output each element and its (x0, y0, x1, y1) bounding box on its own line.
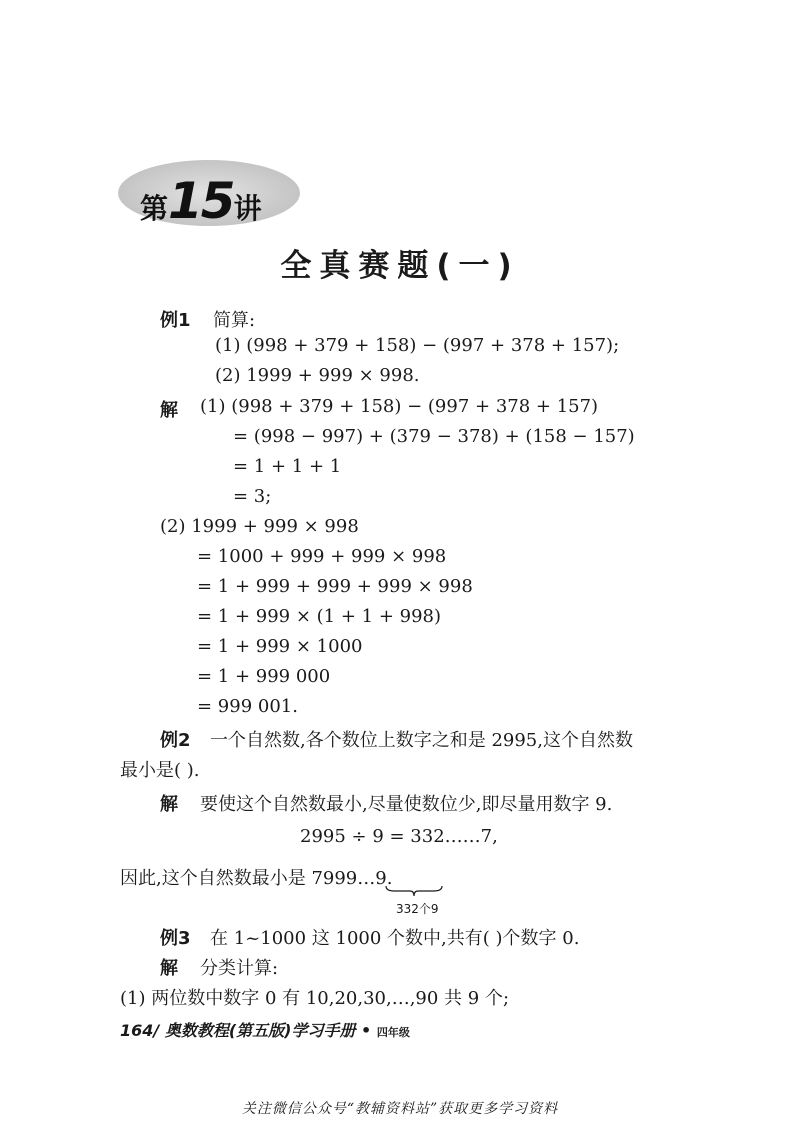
lecture-suffix: 讲 (233, 192, 262, 225)
solution1-part2-line: = 1000 + 999 + 999 × 998 (197, 546, 447, 567)
page-title: 全真赛题(一) (280, 248, 520, 284)
solution1-part2-line: = 1 + 999 × 1000 (197, 636, 363, 657)
solution1-part2-line: = 1 + 999 + 999 + 999 × 998 (197, 576, 473, 597)
solution2-equation: 2995 ÷ 9 = 332……7, (300, 826, 498, 847)
underbrace-icon (384, 884, 444, 898)
grade-label: 四年级 (376, 1026, 410, 1039)
example3-text: 在 1~1000 这 1000 个数中,共有( )个数字 0. (210, 928, 580, 949)
example2-text-line2: 最小是( ). (120, 760, 200, 781)
example2-label: 例2 (160, 730, 191, 751)
solution1-part2-line: = 1 + 999 000 (197, 666, 331, 687)
page-footer (120, 1018, 410, 1041)
example2-text-line1: 一个自然数,各个数位上数字之和是 2995,这个自然数 (210, 730, 633, 751)
solution1-part1-line: = (998 − 997) + (379 − 378) + (158 − 157) (233, 426, 635, 447)
brace-note: 332个9 (396, 902, 439, 916)
solution3-text: 分类计算: (200, 958, 279, 979)
solution3-label: 解 (160, 958, 178, 979)
book-title: / 奥数教程(第五版)学习手册 • (153, 1021, 372, 1040)
lecture-number: 15 (168, 172, 234, 230)
lecture-badge (140, 172, 262, 230)
solution2-label: 解 (160, 794, 178, 815)
example3-label: 例3 (160, 928, 191, 949)
solution1-part2-line: (2) 1999 + 999 × 998 (160, 516, 359, 537)
solution1-part1-line: (1) (998 + 379 + 158) − (997 + 378 + 157) (200, 396, 599, 417)
solution2-conclusion-prefix: 因此,这个自然数最小是 (120, 868, 312, 889)
lecture-prefix: 第 (140, 192, 169, 225)
solution2-answer: 7999…9 (311, 868, 387, 889)
footnote: 关注微信公众号“教辅资料站”获取更多学习资料 (241, 1101, 559, 1117)
example1-question1: (1) (998 + 379 + 158) − (997 + 378 + 157); (215, 335, 620, 356)
solution1-part2-line: = 1 + 999 × (1 + 1 + 998) (197, 606, 442, 627)
page-number: 164 (120, 1021, 154, 1040)
solution1-part1-line: = 3; (233, 486, 272, 507)
solution2-conclusion (120, 864, 392, 890)
solution1-label: 解 (160, 400, 178, 421)
example1-prompt: 简算: (213, 310, 256, 331)
solution1-part1-line: = 1 + 1 + 1 (233, 456, 342, 477)
example1-label: 例1 (160, 310, 191, 331)
solution1-part2-line: = 999 001. (197, 696, 298, 717)
example1-question2: (2) 1999 + 999 × 998. (215, 365, 420, 386)
solution3-line1: (1) 两位数中数字 0 有 10,20,30,…,90 共 9 个; (120, 988, 510, 1009)
solution2-text: 要使这个自然数最小,尽量使数位少,即尽量用数字 9. (200, 794, 613, 815)
solution2-answer-end: . (386, 868, 393, 889)
